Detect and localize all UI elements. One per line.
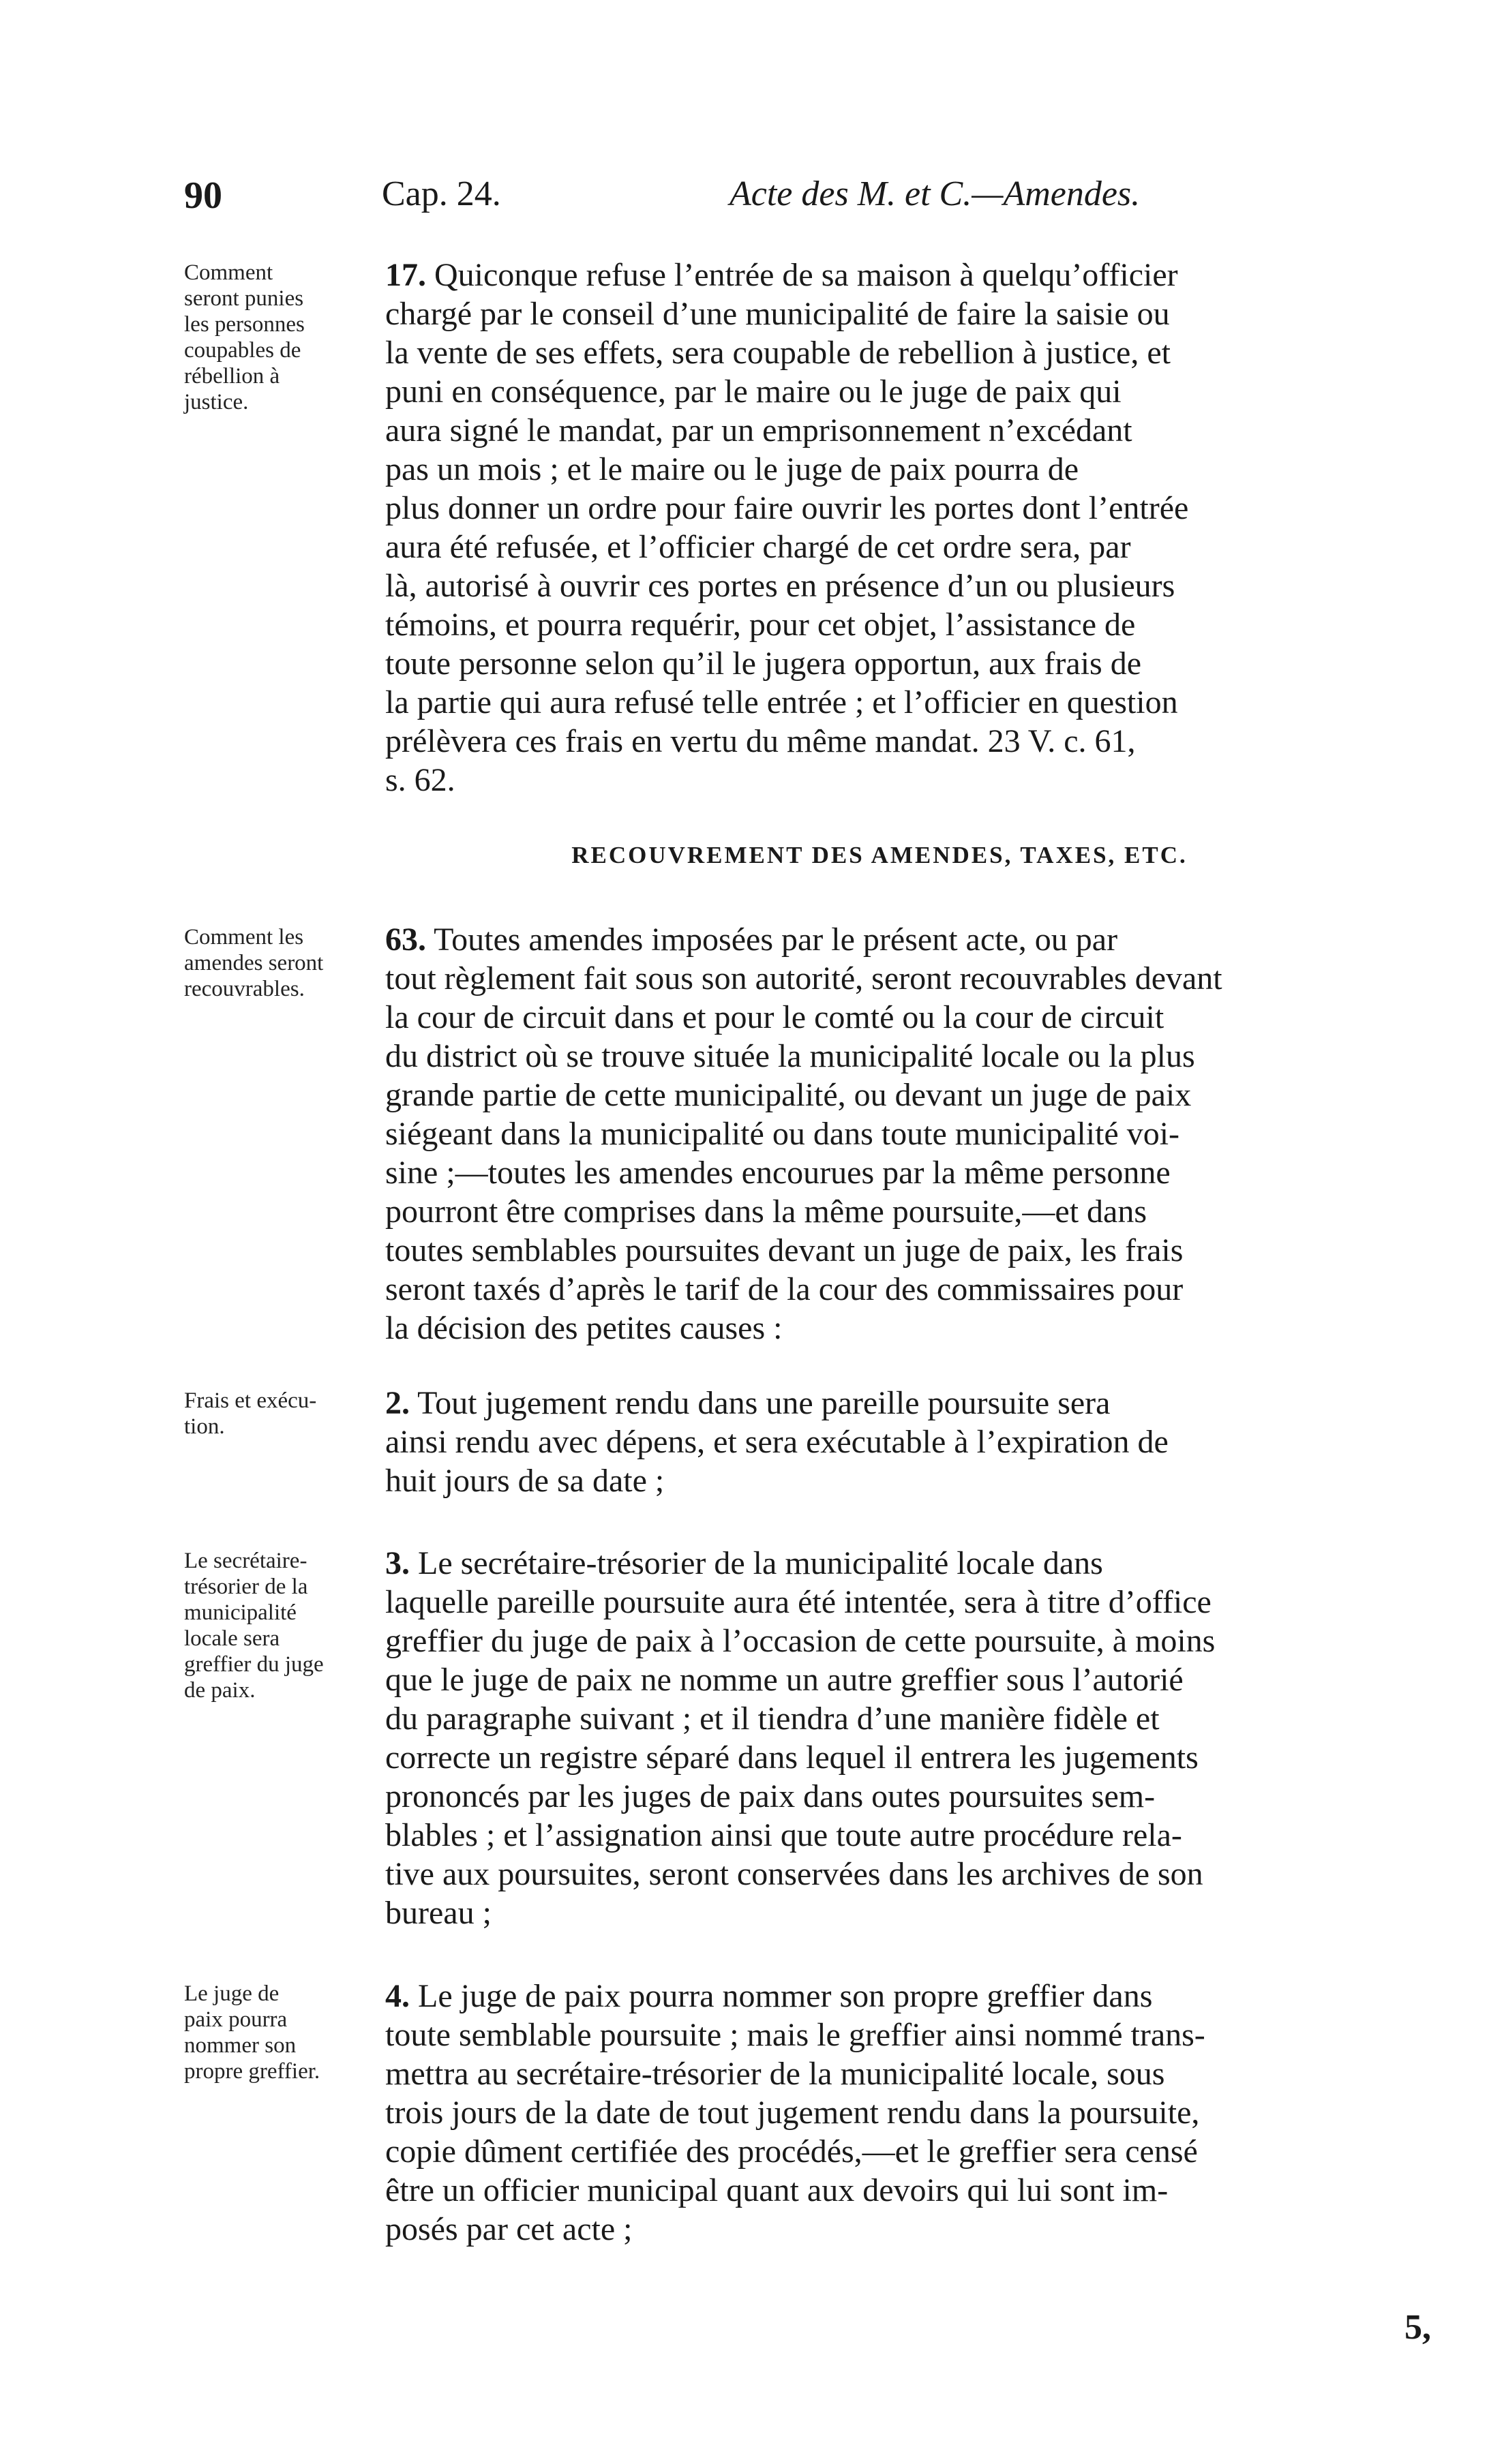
margin-note: Le secrétaire- trésorier de la municipalité locale sera greffier du juge de paix.	[184, 1549, 324, 1703]
section-text	[385, 920, 1439, 1348]
page-header	[184, 174, 1309, 228]
section-number: 2.	[385, 1385, 410, 1421]
section-63-4	[184, 1977, 1449, 2263]
section-heading: RECOUVREMENT DES AMENDES, TAXES, ETC.	[571, 842, 1188, 868]
section-number: 63.	[385, 922, 426, 958]
section-number: 17.	[385, 257, 426, 293]
section-text	[385, 256, 1439, 800]
section-63-3	[184, 1544, 1449, 1953]
section-text	[385, 1977, 1439, 2249]
section-63-2	[184, 1384, 1449, 1520]
page-number: 90	[184, 174, 222, 217]
section-body: Quiconque refuse l’entrée de sa maison à quelqu’officier chargé par le conseil d’une municipalité de faire la saisie ou la vente de ses effets, sera coupable de rebellion à justice, et puni en conséquence, par le maire ou le juge de paix qui aura signé le mandat, par un emprisonnement n’excédant pas un mois ; et le maire ou le juge de paix pourra de plus donner un ordre pour faire ouvrir les portes dont l’entrée aura été refusée, et l’officier chargé de cet ordre sera, par là, autorisé à ouvrir ces portes en présence d’un ou plusieurs témoins, et pourra requérir, pour cet objet, l’assistance de toute personne selon qu’il le jugera opportun, aux frais de la partie qui aura refusé telle entrée ; et l’officier en question prélèvera ces frais en vertu du même mandat. 23 V. c. 61, s. 62.	[385, 257, 1189, 798]
section-number: 4.	[385, 1978, 410, 2014]
margin-note: Comment seront punies les personnes coupables de rébellion à justice.	[184, 260, 305, 414]
section-number: 3.	[385, 1545, 410, 1581]
section-text	[385, 1544, 1439, 1932]
section-17	[184, 256, 1449, 801]
running-title: Acte des M. et C.—Amendes.	[730, 174, 1141, 213]
signature-mark: 5,	[1404, 2308, 1431, 2347]
section-body: Toutes amendes imposées par le présent acte, ou par tout règlement fait sous son autorité, seront recouvrables devant la cour de circuit dans et pour le comté ou la cour de circuit du district où se trouve située la municipalité locale ou la plus grande partie de cette municipalité, ou devant un juge de paix siégeant dans la municipalité ou dans toute municipalité voi- sine ;—toutes les amendes encourues par la même personne pourront être comprises dans la même poursuite,—et dans toutes semblables poursuites devant un juge de paix, les frais seront taxés d’après le tarif de la cour des commissaires pour la décision des petites causes :	[385, 922, 1222, 1346]
section-63	[184, 920, 1449, 1363]
margin-note: Frais et exécu- tion.	[184, 1388, 317, 1439]
section-text	[385, 1384, 1439, 1500]
chapter-label: Cap. 24.	[382, 174, 501, 213]
section-body: Le juge de paix pourra nommer son propre greffier dans toute semblable poursuite ; mais le greffier ainsi nommé trans- mettra au secrétaire-trésorier de la municipalité locale, sous trois jours de la date de tout jugement rendu dans la poursuite, copie dûment certifiée des procédés,—et le greffier sera censé être un officier municipal quant aux devoirs qui lui sont im- posés par cet acte ;	[385, 1978, 1205, 2247]
section-body: Tout jugement rendu dans une pareille poursuite sera ainsi rendu avec dépens, et sera exécutable à l’expiration de huit jours de sa date ;	[385, 1385, 1169, 1499]
margin-note: Comment les amendes seront recouvrables.	[184, 925, 324, 1001]
margin-note: Le juge de paix pourra nommer son propre greffier.	[184, 1981, 320, 2084]
section-body: Le secrétaire-trésorier de la municipalité locale dans laquelle pareille poursuite aura été intentée, sera à titre d’office greffier du juge de paix à l’occasion de cette poursuite, à moins que le juge de paix ne nomme un autre greffier sous l’autorié du paragraphe suivant ; et il tiendra d’une manière fidèle et correcte un registre séparé dans lequel il entrera les jugements prononcés par les juges de paix dans outes poursuites sem- blables ; et l’assignation ainsi que toute autre procédure rela- tive aux poursuites, seront conservées dans les archives de son bureau ;	[385, 1545, 1216, 1931]
